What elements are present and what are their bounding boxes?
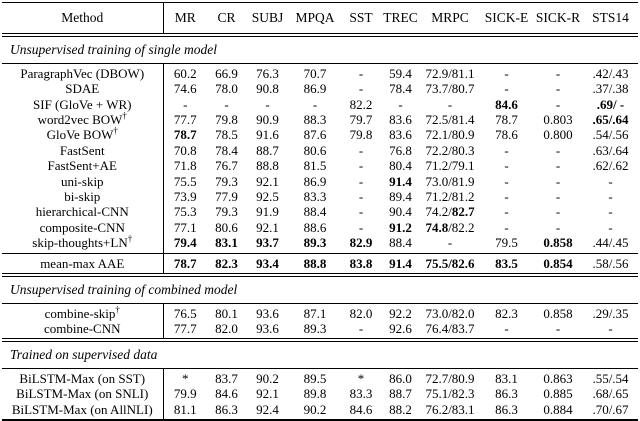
value-cell: 92.1 [256, 386, 279, 402]
column-header-trec: TREC [383, 10, 418, 25]
value-cell: 75.5 [173, 173, 197, 189]
value-cell: 84.6 [495, 96, 518, 112]
value-cell: 72.5/81.4 [425, 112, 475, 128]
value-cell: 83.1 [495, 370, 518, 386]
value-cell: 76.4/83.7 [425, 320, 475, 336]
value-cell: 80.6 [303, 142, 327, 158]
dagger-mark: † [127, 233, 133, 244]
value-cell: - [504, 158, 509, 174]
value-cell: - [312, 96, 318, 112]
method-cell: hierarchical-CNN [2, 204, 163, 219]
value-cell: - [358, 320, 364, 336]
value-cell: - [555, 142, 561, 158]
table-row [2, 235, 638, 253]
value-cell: 84.6 [215, 386, 238, 402]
value-cell: 78.6 [495, 127, 518, 143]
column-header-cr: CR [217, 10, 236, 25]
method-cell: combine-skip† [2, 304, 163, 321]
value-cell: - [447, 96, 453, 112]
value-cell: 74.2/82.7 [425, 204, 475, 220]
section-title: Unsupervised training of single model [10, 42, 217, 58]
value-cell: 91.9 [256, 204, 279, 220]
section-title-row [2, 342, 638, 368]
value-cell: 91.6 [256, 127, 279, 143]
value-cell: 83.6 [389, 127, 412, 143]
value-cell: 75.3 [173, 204, 197, 220]
value-cell: 74.8/82.2 [425, 219, 475, 235]
value-cell: 77.7 [173, 320, 197, 336]
value-cell: 86.3 [495, 401, 518, 417]
value-cell: 0.885 [543, 386, 573, 402]
value-cell: 82.3 [215, 255, 238, 271]
value-cell: .37/.38 [592, 81, 629, 97]
value-cell: 92.1 [256, 219, 279, 235]
value-cell: 60.2 [173, 65, 197, 81]
value-cell: 88.4 [303, 204, 327, 220]
value-cell: 89.3 [303, 235, 327, 251]
value-cell: 75.1/82.3 [425, 386, 475, 402]
value-cell: - [504, 204, 509, 220]
value-cell: .70/.67 [592, 401, 629, 417]
column-header-sick-e: SICK-E [484, 10, 529, 25]
value-cell: 83.8 [349, 255, 373, 271]
value-cell: - [555, 204, 561, 220]
value-cell: 89.5 [303, 370, 327, 386]
value-cell: 83.5 [495, 255, 518, 271]
value-cell: 80.1 [215, 305, 238, 321]
method-cell: uni-skip [2, 174, 163, 189]
value-cell: 82.0 [215, 320, 238, 336]
table-row [2, 304, 638, 321]
value-cell: 78.0 [215, 81, 238, 97]
value-cell: 92.6 [389, 320, 412, 336]
dagger-mark: † [122, 110, 127, 121]
value-cell: - [398, 96, 403, 112]
table-row [2, 143, 638, 158]
value-cell: 90.8 [256, 81, 279, 97]
method-cell: composite-CNN [2, 220, 163, 235]
value-cell: 88.4 [389, 235, 412, 251]
method-cell: mean-max AAE [2, 254, 163, 274]
value-cell: 83.1 [215, 235, 238, 251]
value-cell: - [555, 189, 561, 205]
value-cell: 84.6 [349, 401, 373, 417]
method-cell: SIF (GloVe + WR) [2, 97, 163, 112]
value-cell: - [504, 320, 509, 336]
results-table [2, 2, 638, 421]
value-cell: 59.4 [389, 65, 412, 81]
value-cell: - [183, 96, 188, 112]
value-cell: 81.1 [173, 401, 197, 417]
value-cell: 78.4 [389, 81, 412, 97]
method-cell: FastSent [2, 143, 163, 158]
value-cell: 0.858 [543, 305, 573, 321]
value-cell: 78.7 [173, 255, 197, 271]
method-cell: skip-thoughts+LN† [2, 235, 163, 253]
value-cell: .44/.45 [592, 235, 629, 251]
value-cell: 89.3 [303, 320, 327, 336]
table-row [2, 220, 638, 235]
table-row [2, 189, 638, 204]
value-cell: 71.8 [173, 158, 197, 174]
value-cell: - [608, 219, 613, 235]
column-header-method: Method [2, 3, 163, 34]
value-cell: 82.3 [495, 305, 518, 321]
value-cell: - [504, 173, 509, 189]
value-cell: 72.7/80.9 [425, 370, 475, 386]
value-cell: - [358, 142, 364, 158]
value-cell: 82.9 [349, 235, 373, 251]
value-cell: 88.6 [303, 219, 327, 235]
value-cell: 66.9 [215, 65, 238, 81]
value-cell: 71.2/79.1 [425, 158, 475, 174]
value-cell: - [358, 173, 364, 189]
value-cell: 0.863 [543, 370, 573, 386]
method-cell: GloVe BOW† [2, 127, 163, 142]
value-cell: 83.3 [303, 189, 327, 205]
value-cell: - [555, 158, 561, 174]
value-cell: 91.4 [389, 255, 412, 271]
value-cell: 78.4 [215, 142, 238, 158]
value-cell: 79.3 [215, 204, 238, 220]
value-cell: .42/.43 [592, 65, 629, 81]
value-cell: 93.4 [256, 255, 279, 271]
value-cell: 79.4 [173, 235, 197, 251]
value-cell: 73.0/81.9 [425, 173, 475, 189]
value-cell: .54/.56 [592, 127, 629, 143]
value-cell: 90.4 [389, 204, 412, 220]
value-cell: - [504, 219, 509, 235]
value-cell: - [224, 96, 229, 112]
table-row [2, 402, 638, 420]
value-cell: 0.800 [543, 127, 573, 143]
value-cell: 0.803 [543, 112, 573, 128]
method-cell: BiLSTM-Max (on AllNLI) [2, 402, 163, 420]
value-cell: 74.6 [173, 81, 197, 97]
method-cell: FastSent+AE [2, 158, 163, 173]
value-cell: - [265, 96, 270, 112]
value-cell: 90.2 [256, 370, 279, 386]
value-cell: 88.2 [389, 401, 412, 417]
section-title-row [2, 37, 638, 63]
method-cell: ParagraphVec (DBOW) [2, 64, 163, 81]
method-cell: word2vec BOW† [2, 112, 163, 127]
value-cell: 78.5 [215, 127, 238, 143]
table-row [2, 204, 638, 219]
value-cell: - [555, 96, 561, 112]
value-cell: 77.1 [173, 219, 197, 235]
table-row [2, 321, 638, 339]
value-cell: 89.4 [389, 189, 412, 205]
value-cell: - [555, 81, 561, 97]
value-cell: 91.2 [389, 219, 412, 235]
value-cell: 88.3 [303, 112, 327, 128]
value-cell: 88.8 [303, 255, 327, 271]
value-cell: 76.2/83.1 [425, 401, 475, 417]
value-cell: 90.9 [256, 112, 279, 128]
method-cell: combine-CNN [2, 321, 163, 339]
value-cell: - [504, 81, 509, 97]
value-cell: 79.8 [215, 112, 238, 128]
value-cell: 79.5 [495, 235, 518, 251]
value-cell: 93.6 [256, 320, 279, 336]
value-cell: 79.7 [349, 112, 373, 128]
value-cell: 93.7 [256, 235, 279, 251]
value-cell: 71.2/81.2 [425, 189, 475, 205]
value-cell: 0.854 [543, 255, 573, 271]
value-cell: - [358, 158, 364, 174]
table-row [2, 112, 638, 127]
column-header-subj: SUBJ [251, 10, 284, 25]
value-cell: - [358, 204, 364, 220]
table-row [2, 81, 638, 96]
value-cell: 93.6 [256, 305, 279, 321]
value-cell: 79.3 [215, 173, 238, 189]
value-cell: 0.884 [543, 401, 573, 417]
value-cell: 90.2 [303, 401, 327, 417]
value-cell: - [358, 65, 364, 81]
value-cell: 76.5 [173, 305, 197, 321]
value-cell: 77.9 [215, 189, 238, 205]
value-cell: * [357, 370, 365, 386]
value-cell: 87.1 [303, 305, 327, 321]
value-cell: - [358, 81, 364, 97]
table-row [2, 254, 638, 274]
value-cell: 80.4 [389, 158, 412, 174]
value-cell: 70.7 [303, 65, 327, 81]
value-cell: 73.0/82.0 [425, 305, 475, 321]
value-cell: 92.5 [256, 189, 279, 205]
paper-table-page [0, 2, 640, 417]
value-cell: 83.7 [215, 370, 238, 386]
value-cell: 78.7 [495, 112, 518, 128]
value-cell: .62/.62 [592, 158, 629, 174]
value-cell: 86.0 [389, 370, 412, 386]
value-cell: 70.8 [173, 142, 197, 158]
value-cell: 92.2 [389, 305, 412, 321]
value-cell: 80.6 [215, 219, 238, 235]
section-title: Trained on supervised data [10, 347, 158, 363]
header-row [2, 3, 638, 34]
value-cell: 72.9/81.1 [425, 65, 475, 81]
value-cell: 79.9 [173, 386, 197, 402]
table-row [2, 386, 638, 401]
value-cell: - [358, 219, 364, 235]
value-cell: - [504, 142, 509, 158]
value-cell: 76.7 [215, 158, 238, 174]
column-header-sst: SST [349, 10, 373, 25]
table-row [2, 97, 638, 112]
column-header-sts14: STS14 [592, 10, 629, 25]
value-cell: 73.7/80.7 [425, 81, 475, 97]
value-cell: 86.3 [495, 386, 518, 402]
method-cell: BiLSTM-Max (on SNLI) [2, 386, 163, 401]
value-cell: 73.9 [173, 189, 197, 205]
value-cell: - [358, 189, 364, 205]
table-row [2, 64, 638, 81]
value-cell: 86.9 [303, 173, 327, 189]
value-cell: - [447, 235, 453, 251]
value-cell: * [182, 370, 189, 386]
value-cell: - [608, 204, 613, 220]
value-cell: .29/.35 [592, 305, 629, 321]
value-cell: 92.1 [256, 173, 279, 189]
dagger-mark: † [115, 304, 120, 315]
value-cell: - [504, 189, 509, 205]
value-cell: 72.1/80.9 [425, 127, 475, 143]
column-header-mr: MR [174, 10, 196, 25]
value-cell: .65/.64 [592, 112, 629, 128]
value-cell: 87.6 [303, 127, 327, 143]
value-cell: - [608, 173, 613, 189]
column-header-mrpc: MRPC [431, 10, 469, 25]
table-row [2, 174, 638, 189]
value-cell: .55/.54 [592, 370, 629, 386]
value-cell: 88.7 [389, 386, 412, 402]
value-cell: 86.3 [215, 401, 238, 417]
value-cell: 78.7 [173, 127, 197, 143]
value-cell: 72.2/80.3 [425, 142, 475, 158]
value-cell: .68/.65 [592, 386, 629, 402]
value-cell: - [555, 219, 561, 235]
value-cell: 86.9 [303, 81, 327, 97]
value-cell: 88.7 [256, 142, 279, 158]
value-cell: - [555, 65, 561, 81]
value-cell: 81.5 [303, 158, 327, 174]
method-cell: SDAE [2, 81, 163, 96]
value-cell: 76.3 [256, 65, 279, 81]
value-cell: 79.8 [349, 127, 373, 143]
value-cell: 89.8 [303, 386, 327, 402]
value-cell: .63/.64 [592, 142, 629, 158]
value-cell: 88.8 [256, 158, 279, 174]
value-cell: 91.4 [389, 173, 412, 189]
value-cell: 0.858 [543, 235, 573, 251]
section-title-row [2, 277, 638, 303]
value-cell: 77.7 [173, 112, 197, 128]
value-cell: - [504, 65, 509, 81]
value-cell: 75.5/82.6 [425, 255, 475, 271]
value-cell: - [608, 189, 613, 205]
method-cell: bi-skip [2, 189, 163, 204]
value-cell: 76.8 [389, 142, 412, 158]
value-cell: - [555, 173, 561, 189]
dagger-mark: † [113, 126, 118, 137]
value-cell: - [608, 320, 613, 336]
table-row [2, 127, 638, 142]
value-cell: 83.3 [349, 386, 373, 402]
value-cell: 92.4 [256, 401, 279, 417]
value-cell: 83.6 [389, 112, 412, 128]
table-row [2, 369, 638, 386]
value-cell: 82.2 [349, 96, 373, 112]
value-cell: 82.0 [349, 305, 373, 321]
value-cell: .58/.56 [592, 255, 629, 271]
column-header-sick-r: SICK-R [535, 10, 581, 25]
value-cell: - [555, 320, 561, 336]
column-header-mpqa: MPQA [295, 10, 335, 25]
value-cell: .69/ - [596, 96, 625, 112]
table-row [2, 158, 638, 173]
method-cell: BiLSTM-Max (on SST) [2, 369, 163, 386]
section-title: Unsupervised training of combined model [10, 282, 238, 298]
